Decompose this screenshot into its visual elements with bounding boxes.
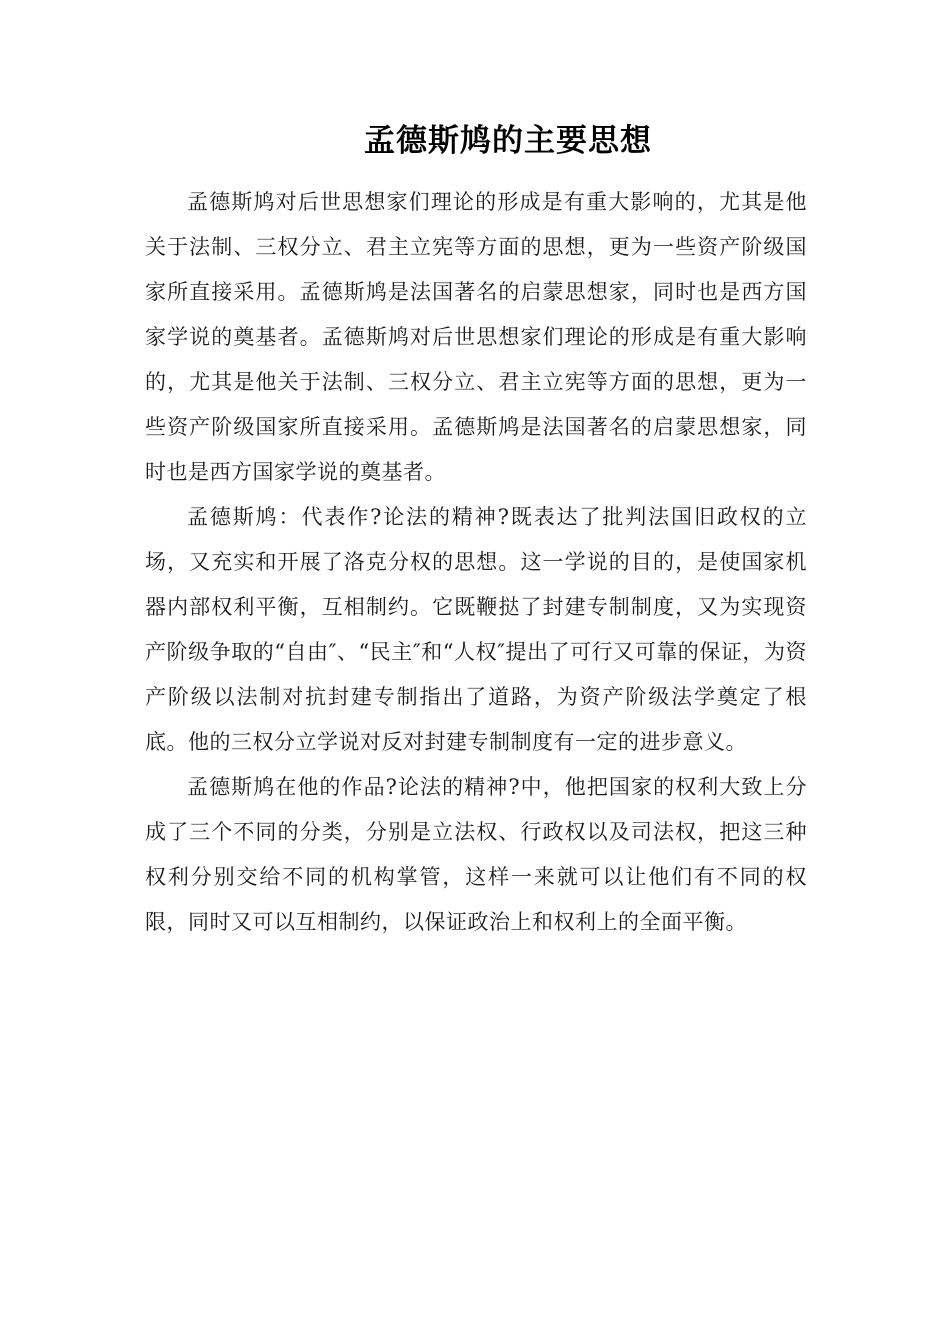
paragraph-3: 孟德斯鸠在他的作品?论法的精神?中，他把国家的权利大致上分成了三个不同的分类，分别是立法权、行政权以及司法权，把这三种权利分别交给不同的机构掌管，这样一来就可以让他们有不同的权限，同时又可以互相制约，以保证政治上和权利上的全面平衡。: [145, 775, 807, 934]
document-title: 孟德斯鸠的主要思想: [364, 123, 652, 159]
document-body: [145, 180, 807, 945]
paragraph-2: 孟德斯鸠：代表作?论法的精神?既表达了批判法国旧政权的立场，又充实和开展了洛克分权的思想。这一学说的目的，是使国家机器内部权利平衡，互相制约。它既鞭挞了封建专制制度，又为实现资产阶级争取的“自由″、“民主″和“人权″提出了可行又可靠的保证，为资产阶级以法制对抗封建专制指出了道路，为资产阶级法学奠定了根底。他的三权分立学说对反对封建专制制度有一定的进步意义。: [145, 505, 807, 754]
paragraph-1: 孟德斯鸠对后世思想家们理论的形成是有重大影响的，尤其是他关于法制、三权分立、君主立宪等方面的思想，更为一些资产阶级国家所直接采用。孟德斯鸠是法国著名的启蒙思想家，同时也是西方国家学说的奠基者。孟德斯鸠对后世思想家们理论的形成是有重大影响的，尤其是他关于法制、三权分立、君主立宪等方面的思想，更为一些资产阶级国家所直接采用。孟德斯鸠是法国著名的启蒙思想家，同时也是西方国家学说的奠基者。: [145, 190, 807, 484]
